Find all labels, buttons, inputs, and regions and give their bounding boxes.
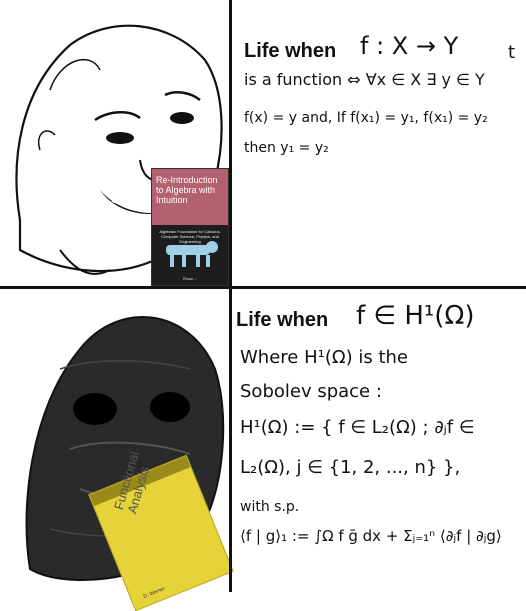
bottom-line-sp: with s.p. [240, 499, 300, 515]
bottom-title-expr: f ∈ H¹(Ω) [356, 301, 475, 331]
bottom-line-sobolev: Sobolev space : [240, 381, 382, 402]
functional-analysis-book-title: Functional Analysis [110, 449, 153, 516]
bottom-panel [0, 289, 526, 592]
bottom-line-def2: L₂(Ω), j ∈ {1, 2, ..., n} }, [240, 457, 461, 478]
bottom-title: Life when [236, 309, 329, 331]
top-line-definition: is a function ⇔ ∀x ∈ X ∃ y ∈ Y [244, 70, 485, 89]
bottom-line-inner-product: ⟨f | g⟩₁ := ∫Ω f ḡ dx + Σⱼ₌₁ⁿ ⟨∂ⱼf | ∂ⱼg⟩ [240, 527, 502, 545]
robot-dog-illustration [152, 239, 228, 269]
vertical-divider [229, 0, 232, 592]
top-t-mark: t [508, 42, 516, 63]
bottom-line-where: Where H¹(Ω) is the [240, 347, 408, 368]
top-line-conclusion: then y₁ = y₂ [244, 140, 329, 156]
top-function-expr: f : X → Y [360, 32, 459, 60]
top-line-condition: f(x) = y and, If f(x₁) = y₁, f(x₁) = y₂ [244, 110, 488, 126]
top-panel [0, 0, 526, 287]
algebra-book-title: Re-Introduction to Algebra with Intuition [152, 169, 228, 225]
functional-analysis-book-author: D. Werner [142, 585, 166, 600]
top-title: Life when [244, 40, 337, 62]
bottom-line-def1: H¹(Ω) := { f ∈ L₂(Ω) ; ∂ⱼf ∈ [240, 417, 475, 438]
algebra-book-subtitle: Algebraic Foundation for Calculus, Computer Science, Physics, and Engineering [159, 229, 221, 244]
algebra-book-cover [151, 168, 229, 286]
algebra-book-author: Ehsan ... [183, 277, 197, 281]
